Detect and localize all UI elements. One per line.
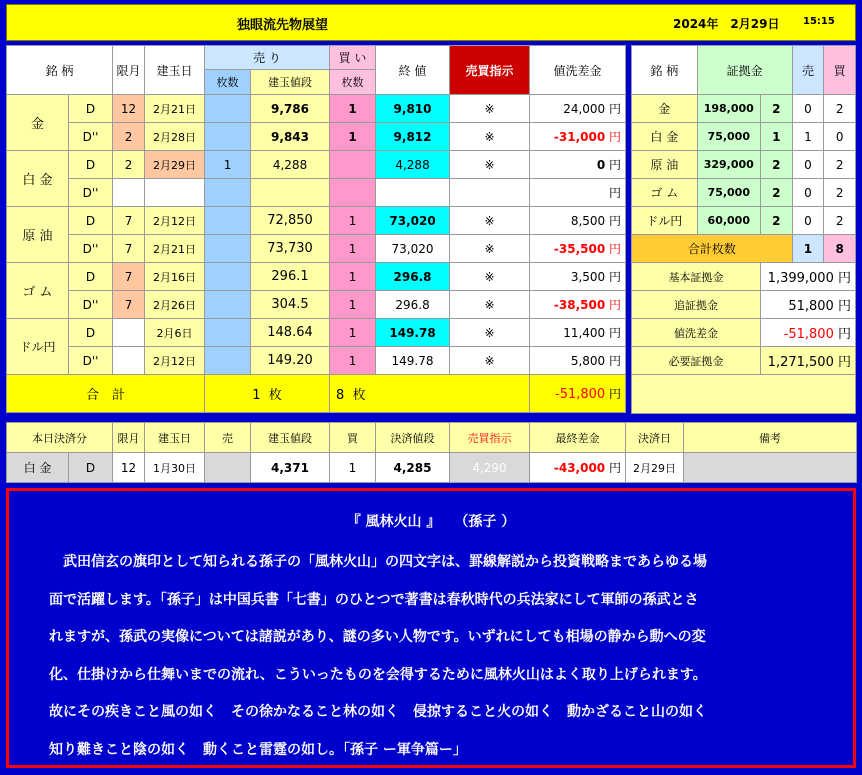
commodity-name: 金 [7, 95, 69, 151]
settled-commodity: 白 金 [7, 453, 69, 483]
total-sell [205, 375, 330, 413]
pnl-value: 3,500 [570, 270, 606, 284]
margin-row [632, 179, 856, 207]
settled-final-cell [530, 453, 626, 483]
settled-price: 4,371 [251, 453, 330, 483]
month-cell: 2 [113, 151, 145, 179]
contract-type: D [69, 95, 113, 123]
pnl-value: -35,500 [553, 242, 606, 256]
buy-qty: 1 [330, 291, 376, 319]
summary-label: 値洗差金 [632, 319, 761, 347]
commodity-name: 原 油 [7, 207, 69, 263]
total-pnl-value: -51,800 [555, 387, 606, 402]
total-row [7, 375, 626, 413]
settled-header-instr: 売買指示 [450, 423, 530, 453]
commodity-name: ゴ ム [7, 263, 69, 319]
settled-row [7, 453, 857, 483]
yen-unit: 円 [837, 355, 851, 370]
date-cell: 2月6日 [145, 319, 205, 347]
pnl-value: -31,000 [553, 130, 606, 144]
contract-type: D'' [69, 291, 113, 319]
date-cell: 2月29日 [145, 151, 205, 179]
pnl-value: 8,500 [570, 214, 606, 228]
margin-sell: 0 [792, 95, 824, 123]
trade-instruction: ※ [450, 207, 530, 235]
margin-header-uri: 売 [792, 46, 824, 95]
buy-qty [330, 151, 376, 179]
margin-count-label: 合計枚数 [632, 235, 793, 263]
pnl-cell [530, 207, 626, 235]
date-cell [145, 179, 205, 207]
pnl-value: 5,800 [570, 354, 606, 368]
date-cell: 2月12日 [145, 347, 205, 375]
month-cell: 2 [113, 123, 145, 151]
entry-price: 73,730 [251, 235, 330, 263]
entry-price: 304.5 [251, 291, 330, 319]
trade-instruction: ※ [450, 319, 530, 347]
entry-price: 148.64 [251, 319, 330, 347]
buy-qty: 1 [330, 235, 376, 263]
header-kai: 買 い [330, 46, 376, 70]
header-gengetsu: 限月 [113, 46, 145, 95]
summary-label: 必要証拠金 [632, 347, 761, 375]
month-cell [113, 319, 145, 347]
table-row [7, 235, 626, 263]
settled-header-note: 備考 [684, 423, 857, 453]
yen-unit: 円 [609, 158, 622, 172]
summary-label: 追証拠金 [632, 291, 761, 319]
table-row [7, 207, 626, 235]
total-buy [330, 375, 530, 413]
margin-sell: 0 [792, 179, 824, 207]
close-price: 73,020 [376, 207, 450, 235]
margin-buy: 2 [824, 207, 856, 235]
total-pnl [530, 375, 626, 413]
trade-instruction: ※ [450, 151, 530, 179]
yen-unit: 円 [609, 130, 622, 144]
close-price: 296.8 [376, 263, 450, 291]
pnl-cell [530, 319, 626, 347]
margin-header-meigara: 銘 柄 [632, 46, 698, 95]
header-tatebi: 建玉日 [145, 46, 205, 95]
settled-sell [205, 453, 251, 483]
buy-qty: 1 [330, 207, 376, 235]
buy-qty [330, 179, 376, 207]
margin-amount: 75,000 [697, 179, 760, 207]
margin-buy: 0 [824, 123, 856, 151]
pnl-cell [530, 291, 626, 319]
sell-qty [205, 291, 251, 319]
commentary-line: 武田信玄の旗印として知られる孫子の「風林火山」の四文字は、罫線解説から投資戦略まであらゆる場 [49, 554, 707, 570]
margin-buy: 2 [824, 95, 856, 123]
header-tatene: 建玉値段 [251, 70, 330, 95]
yen-unit: 円 [609, 354, 622, 368]
sell-qty [205, 319, 251, 347]
pnl-cell [530, 347, 626, 375]
table-row [7, 95, 626, 123]
summary-value-cell [760, 347, 855, 375]
margin-count-row [632, 235, 856, 263]
settled-note [684, 453, 857, 483]
summary-value-cell [760, 319, 855, 347]
commentary-line: れますが、孫武の実像については諸説があり、謎の多い人物です。いずれにしても相場の静から動への変 [49, 629, 706, 645]
sell-qty [205, 235, 251, 263]
positions-table [6, 45, 626, 413]
total-sell-unit: 枚 [268, 388, 282, 403]
buy-qty: 1 [330, 263, 376, 291]
pnl-cell [530, 263, 626, 291]
commodity-name: 白 金 [7, 151, 69, 207]
header-maisu-kai: 枚数 [330, 70, 376, 95]
buy-qty: 1 [330, 95, 376, 123]
margin-multiplier: 2 [760, 179, 792, 207]
summary-row [632, 319, 856, 347]
yen-unit: 円 [609, 102, 622, 116]
sell-qty: 1 [205, 151, 251, 179]
trade-instruction: ※ [450, 123, 530, 151]
yen-unit: 円 [609, 270, 622, 284]
date-cell: 2月12日 [145, 207, 205, 235]
yen-unit: 円 [608, 461, 621, 475]
yen-unit: 円 [609, 387, 622, 401]
yen-unit: 円 [609, 214, 622, 228]
report-time: 15:15 [803, 16, 835, 27]
table-row [7, 123, 626, 151]
summary-row [632, 263, 856, 291]
margin-amount: 329,000 [697, 151, 760, 179]
header-baibai: 売買指示 [450, 46, 530, 95]
pnl-value: -38,500 [553, 298, 606, 312]
pnl-cell [530, 151, 626, 179]
trade-instruction: ※ [450, 95, 530, 123]
pnl-value: 24,000 [563, 102, 606, 116]
header-uri: 売 り [205, 46, 330, 70]
entry-price: 149.20 [251, 347, 330, 375]
header-meigara: 銘 柄 [7, 46, 113, 95]
summary-value: -51,800 [783, 327, 834, 342]
entry-price: 4,288 [251, 151, 330, 179]
margin-multiplier: 2 [760, 151, 792, 179]
close-price: 149.78 [376, 319, 450, 347]
commentary-line: 知り難きこと陰の如く 動くこと雷霆の如し。「孫子 ー軍争篇ー」 [49, 741, 467, 758]
settled-header-sdate: 決済日 [626, 423, 684, 453]
margin-sell: 0 [792, 207, 824, 235]
contract-type: D [69, 319, 113, 347]
margin-multiplier: 2 [760, 207, 792, 235]
sell-qty [205, 347, 251, 375]
settled-date: 1月30日 [145, 453, 205, 483]
table-row [7, 179, 626, 207]
yen-unit: 円 [837, 271, 851, 286]
entry-price: 296.1 [251, 263, 330, 291]
summary-row [632, 347, 856, 375]
commentary-line: 化、仕掛けから仕舞いまでの流れ、こういったものを会得するために風林火山はよく取り上げられます。 [49, 666, 707, 683]
margin-header-kai: 買 [824, 46, 856, 95]
settled-settle-price: 4,285 [376, 453, 450, 483]
summary-row [632, 291, 856, 319]
month-cell: 7 [113, 235, 145, 263]
buy-qty: 1 [330, 347, 376, 375]
title-bar [6, 4, 856, 41]
margin-row [632, 207, 856, 235]
settled-header-price: 建玉値段 [251, 423, 330, 453]
margin-sell: 0 [792, 151, 824, 179]
date-cell: 2月21日 [145, 235, 205, 263]
month-cell [113, 179, 145, 207]
summary-label: 基本証拠金 [632, 263, 761, 291]
table-row [7, 291, 626, 319]
margin-commodity: 白 金 [632, 123, 698, 151]
margin-buy: 2 [824, 179, 856, 207]
trade-instruction: ※ [450, 291, 530, 319]
sell-qty [205, 263, 251, 291]
summary-value-cell [760, 291, 855, 319]
settled-buy: 1 [330, 453, 376, 483]
entry-price [251, 179, 330, 207]
margin-row [632, 151, 856, 179]
page-title: 独眼流先物展望 [237, 18, 329, 33]
margin-multiplier: 1 [760, 123, 792, 151]
table-row [7, 319, 626, 347]
pnl-value: 0 [596, 158, 606, 172]
contract-type: D [69, 207, 113, 235]
pnl-cell [530, 235, 626, 263]
margin-commodity: 原 油 [632, 151, 698, 179]
header-owarine: 終 値 [376, 46, 450, 95]
commentary-body [49, 544, 819, 769]
yen-unit: 円 [609, 186, 622, 200]
margin-blank [632, 375, 856, 414]
entry-price: 9,843 [251, 123, 330, 151]
contract-type: D [69, 263, 113, 291]
yen-unit: 円 [609, 326, 622, 340]
buy-qty: 1 [330, 123, 376, 151]
settled-type: D [69, 453, 113, 483]
margin-table [631, 45, 856, 414]
settled-header-date: 建玉日 [145, 423, 205, 453]
margin-commodity: ゴ ム [632, 179, 698, 207]
summary-value: 51,800 [788, 299, 834, 314]
month-cell: 7 [113, 207, 145, 235]
settled-month: 12 [113, 453, 145, 483]
margin-commodity: ドル円 [632, 207, 698, 235]
month-cell: 12 [113, 95, 145, 123]
pnl-cell [530, 123, 626, 151]
summary-value-cell [760, 263, 855, 291]
sell-qty [205, 95, 251, 123]
contract-type: D [69, 151, 113, 179]
pnl-cell [530, 95, 626, 123]
margin-amount: 60,000 [697, 207, 760, 235]
table-row [7, 151, 626, 179]
close-price [376, 179, 450, 207]
margin-commodity: 金 [632, 95, 698, 123]
margin-row [632, 95, 856, 123]
close-price: 296.8 [376, 291, 450, 319]
commentary-line: 故にその疾きこと風の如く その徐かなること林の如く 侵掠すること火の如く 動かざること山の如く [49, 704, 707, 720]
commentary-line: 面で活躍します。「孫子」は中国兵書「七書」のひとつで著書は春秋時代の兵法家にして軍師の孫武とさ [49, 591, 699, 608]
header-maisu-uri: 枚数 [205, 70, 251, 95]
summary-value: 1,271,500 [767, 355, 834, 370]
sell-qty [205, 123, 251, 151]
pnl-cell [530, 179, 626, 207]
settled-instruction: 4,290 [450, 453, 530, 483]
table-row [7, 263, 626, 291]
settled-header-buy: 買 [330, 423, 376, 453]
close-price: 9,810 [376, 95, 450, 123]
header-nearai: 値洗差金 [530, 46, 626, 95]
settled-header-month: 限月 [113, 423, 145, 453]
date-cell: 2月28日 [145, 123, 205, 151]
trade-instruction: ※ [450, 347, 530, 375]
total-label: 合 計 [7, 375, 205, 413]
margin-amount: 198,000 [697, 95, 760, 123]
trade-instruction [450, 179, 530, 207]
close-price: 9,812 [376, 123, 450, 151]
contract-type: D'' [69, 179, 113, 207]
margin-header-shokokin: 証拠金 [697, 46, 792, 95]
contract-type: D'' [69, 235, 113, 263]
table-row [7, 347, 626, 375]
settled-header-settle: 決済値段 [376, 423, 450, 453]
date-cell: 2月26日 [145, 291, 205, 319]
yen-unit: 円 [837, 327, 851, 342]
close-price: 4,288 [376, 151, 450, 179]
entry-price: 72,850 [251, 207, 330, 235]
settled-header-sell: 売 [205, 423, 251, 453]
commentary-title: 『 風林火山 』 （孫子 ） [346, 514, 516, 530]
month-cell: 7 [113, 263, 145, 291]
margin-buy: 2 [824, 151, 856, 179]
date-cell: 2月21日 [145, 95, 205, 123]
settled-settle-date: 2月29日 [626, 453, 684, 483]
settled-header-label: 本日決済分 [7, 423, 113, 453]
yen-unit: 円 [837, 299, 851, 314]
margin-multiplier: 2 [760, 95, 792, 123]
margin-amount: 75,000 [697, 123, 760, 151]
trade-instruction: ※ [450, 235, 530, 263]
pnl-value: 11,400 [563, 326, 606, 340]
trade-instruction: ※ [450, 263, 530, 291]
month-cell [113, 347, 145, 375]
margin-sell: 1 [792, 123, 824, 151]
contract-type: D'' [69, 347, 113, 375]
settled-final: -43,000 [553, 461, 606, 475]
margin-row [632, 123, 856, 151]
date-cell: 2月16日 [145, 263, 205, 291]
total-buy-value: 8 [336, 388, 345, 403]
close-price: 73,020 [376, 235, 450, 263]
total-sell-value: 1 [252, 388, 261, 403]
report-date: 2024年 2月29日 [673, 17, 780, 31]
commodity-name: ドル円 [7, 319, 69, 375]
close-price: 149.78 [376, 347, 450, 375]
yen-unit: 円 [609, 242, 622, 256]
margin-count-sell: 1 [792, 235, 824, 263]
contract-type: D'' [69, 123, 113, 151]
summary-value: 1,399,000 [767, 271, 834, 286]
commentary-box [6, 488, 856, 768]
sell-qty [205, 207, 251, 235]
sell-qty [205, 179, 251, 207]
entry-price: 9,786 [251, 95, 330, 123]
buy-qty: 1 [330, 319, 376, 347]
settled-table [6, 422, 857, 483]
settled-header-final: 最終差金 [530, 423, 626, 453]
total-buy-unit: 枚 [352, 388, 366, 403]
month-cell: 7 [113, 291, 145, 319]
margin-count-buy: 8 [824, 235, 856, 263]
yen-unit: 円 [609, 298, 622, 312]
